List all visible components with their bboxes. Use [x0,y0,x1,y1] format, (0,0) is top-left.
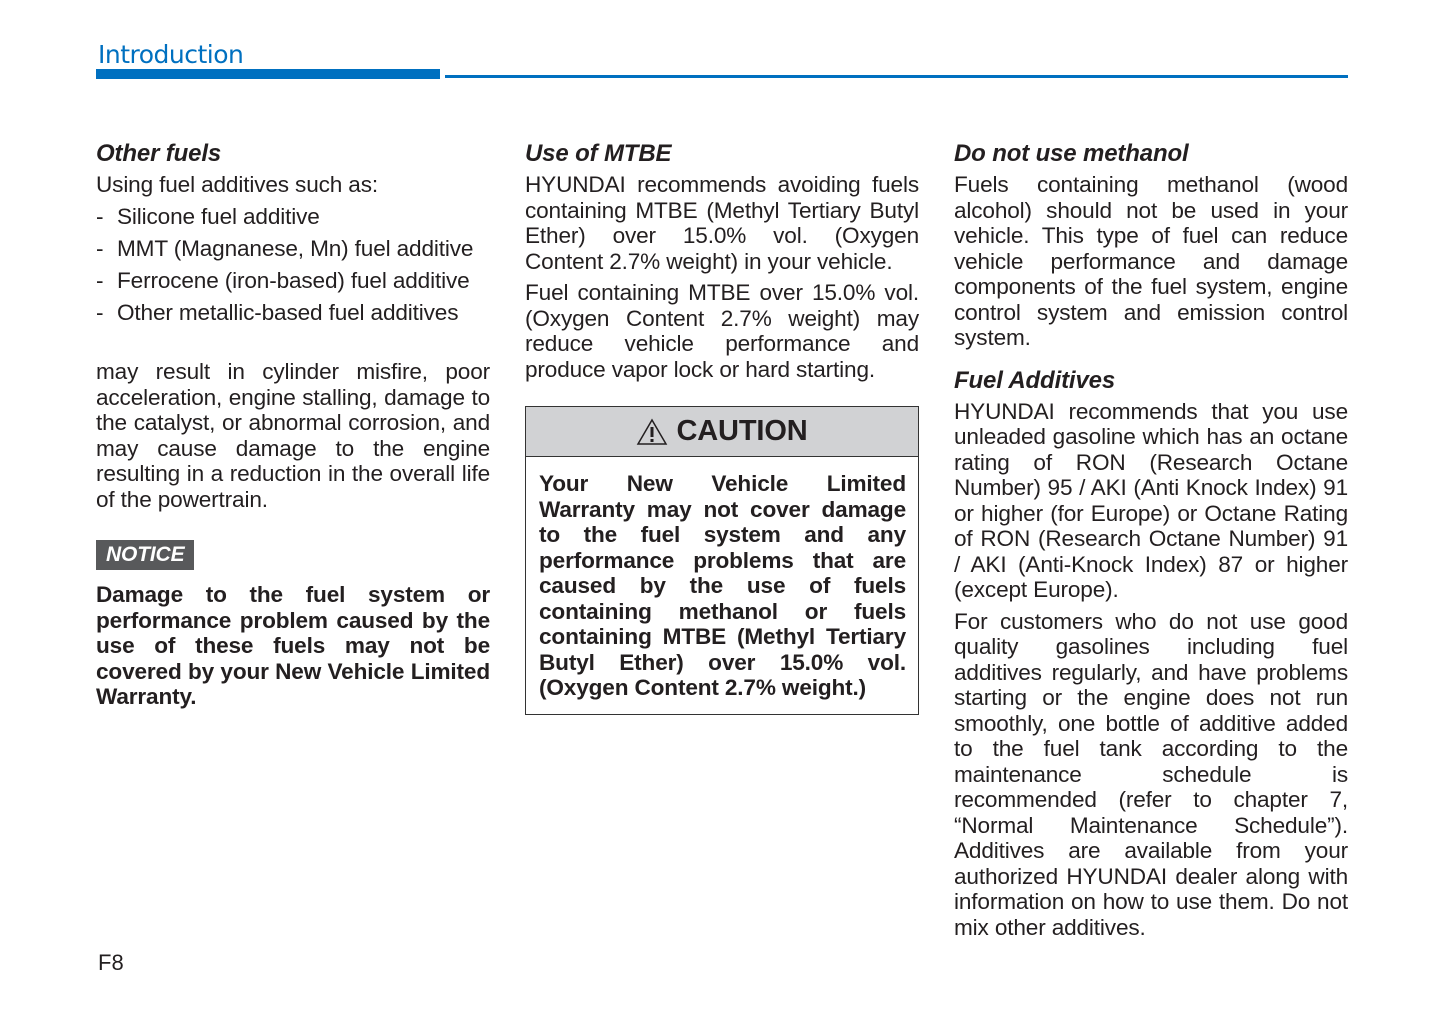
additives-paragraph-2: For customers who do not use good quality gasolines including fuel additives regularly, and have problems starting or the engine does not run smoothly, one bottle of additive added to the fuel tank according to the maintenance schedule is recommended (refer to chapter 7, “Normal Maintenance Schedule”). Additives are available from your authorized HYUNDAI dealer along with information on how to use them. Do not mix other additives. [954,608,1348,940]
notice-badge: NOTICE [96,540,194,570]
list-item: - Silicone fuel additive [96,203,320,229]
methanol-paragraph: Fuels containing methanol (wood alcohol) should not be used in your vehicle. This type of fuel can reduce vehicle performance and damage components of the fuel system, engine control system and emission control system. [954,172,1348,350]
heading-mtbe: Use of MTBE [525,140,672,167]
heading-fuel-additives: Fuel Additives [954,366,1116,394]
warning-triangle-icon [636,418,668,446]
column-other-fuels [96,140,490,716]
notice-text: Damage to the fuel system or performance problem caused by the use of these fuels may not be covered by your New Vehicle Limited Warranty. [96,582,490,709]
effects-paragraph: may result in cylinder misfire, poor acceleration, engine stalling, damage to the catalyst, or abnormal corrosion, and may cause damage to the engine resulting in a reduction in the overall life of the powertrain. [96,359,490,512]
additive-list [96,204,490,326]
caution-label: CAUTION [676,414,808,447]
list-item: - Other metallic-based fuel additives [96,299,459,325]
heading-other-fuels: Other fuels [96,140,222,167]
mtbe-paragraph-1: HYUNDAI recommends avoiding fuels containing MTBE (Methyl Tertiary Butyl Ether) over 15.0% vol. (Oxygen Content 2.7% weight) in your vehicle. [525,172,919,274]
heading-methanol: Do not use methanol [954,140,1189,167]
header-rule [445,75,1348,78]
caution-header [526,407,918,457]
list-item: - MMT (Magnanese, Mn) fuel additive [96,235,474,261]
additives-paragraph-1: HYUNDAI recommends that you use unleaded gasoline which has an octane rating of RON (Research Octane Number) 95 / AKI (Anti Knock Index) 91 or higher (for Europe) or Octane Rating of RON (Research Octane Number) 91 / AKI (Anti-Knock Index) 87 or higher (except Europe). [954,398,1348,602]
caution-body [526,457,918,714]
section-title: Introduction [98,40,244,69]
intro-text: Using fuel additives such as: [96,172,378,197]
column-mtbe [525,140,919,715]
caution-text: Your New Vehicle Limited Warranty may not cover damage to the fuel system and any performance problems that are caused by the use of fuels containing methanol or fuels containing MTBE (Methyl Tertiary Butyl Ether) over 15.0% vol. (Oxygen Content 2.7% weight.) [539,471,906,700]
header-bar [96,69,440,79]
page-number: F8 [98,950,124,975]
list-item: - Ferrocene (iron-based) fuel additive [96,267,470,293]
mtbe-paragraph-2: Fuel containing MTBE over 15.0% vol. (Oxygen Content 2.7% weight) may reduce vehicle performance and produce vapor lock or hard starting. [525,280,919,382]
column-methanol [954,140,1348,946]
caution-box [525,406,919,715]
